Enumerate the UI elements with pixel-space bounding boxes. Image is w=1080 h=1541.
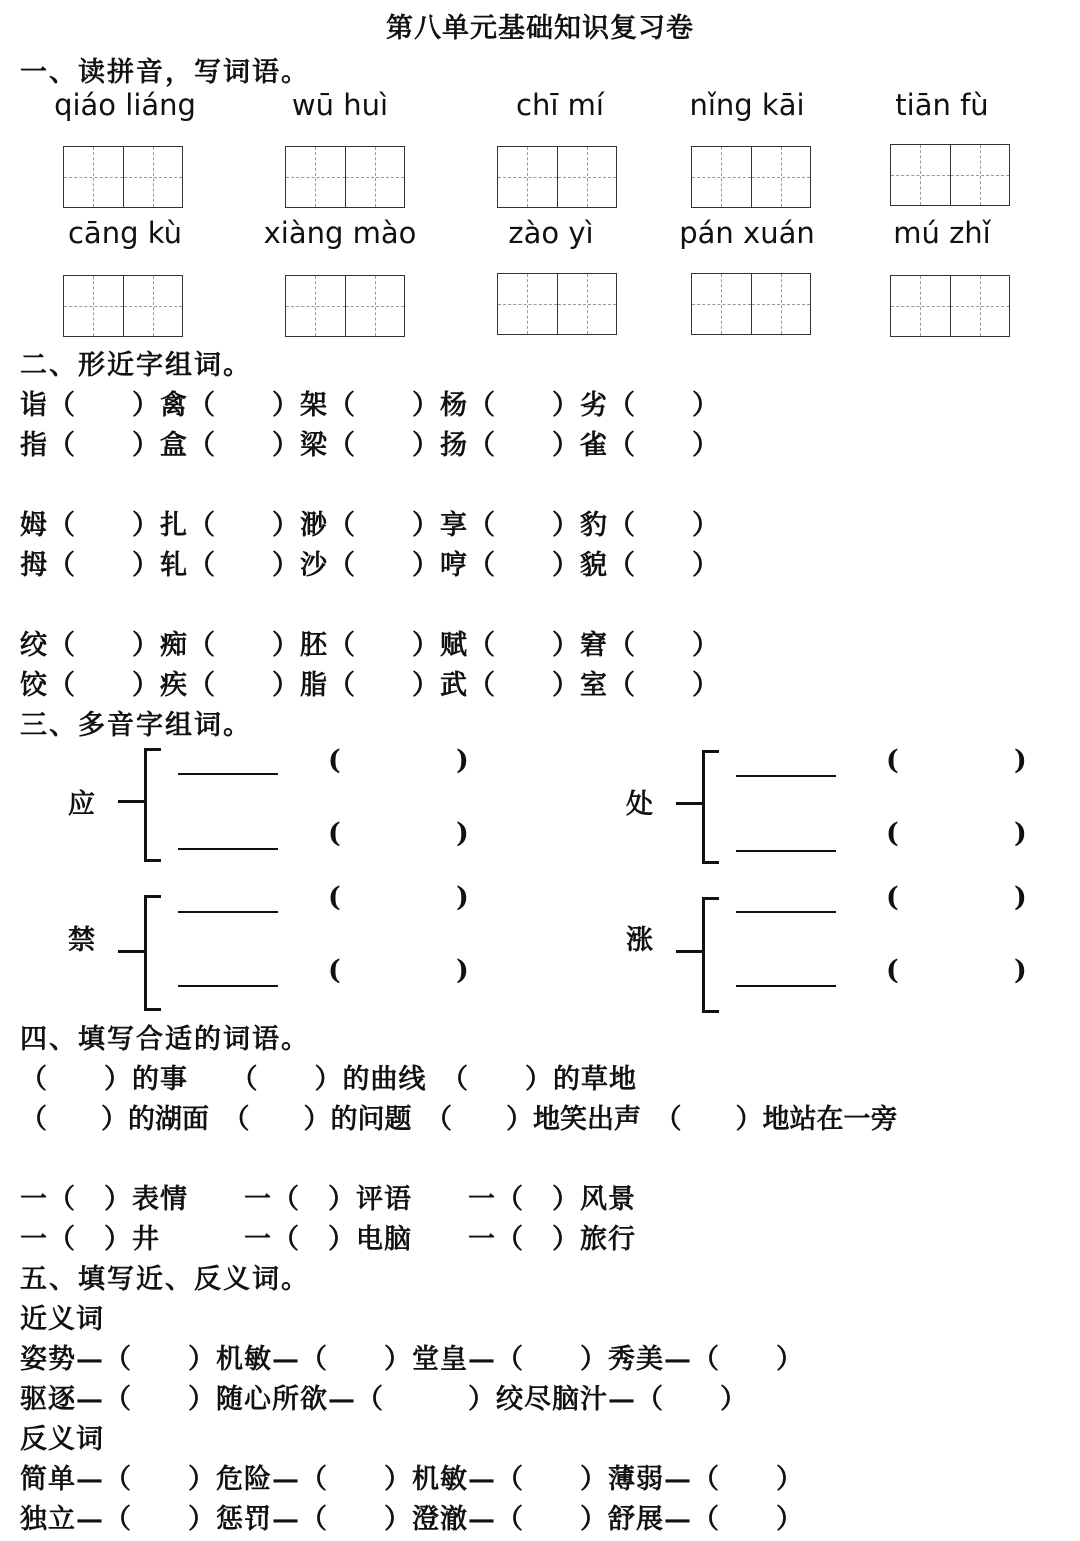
exercise-line[interactable]: （ ）的事 （ ）的曲线 （ ）的草地 xyxy=(20,1064,637,1095)
exercise-line[interactable]: 简单—（ ）危险—（ ）机敏—（ ）薄弱—（ ） xyxy=(20,1464,804,1495)
section-5-heading: 五、填写近、反义词。 xyxy=(20,1264,310,1295)
brace xyxy=(702,897,719,1013)
paren-close: ) xyxy=(456,745,469,776)
pinyin-blank[interactable] xyxy=(736,850,836,852)
page-title: 第八单元基础知识复习卷 xyxy=(386,13,694,44)
pinyin-blank[interactable] xyxy=(736,775,836,777)
writing-grid[interactable] xyxy=(691,273,811,335)
exercise-line[interactable]: 一（ ）井 一（ ）电脑 一（ ）旅行 xyxy=(20,1224,636,1255)
synonym-label: 近义词 xyxy=(20,1304,104,1335)
polyphone-char: 处 xyxy=(626,789,653,820)
section-3-heading: 三、多音字组词。 xyxy=(20,710,252,741)
pinyin-prompt: tiān fù xyxy=(895,88,989,122)
pinyin-prompt: zào yì xyxy=(508,216,594,250)
pinyin-prompt: mú zhǐ xyxy=(893,216,991,250)
paren-close: ) xyxy=(1014,745,1027,776)
writing-grid[interactable] xyxy=(285,146,405,208)
exercise-line[interactable]: 绞（ ）痴（ ）胚（ ）赋（ ）窘（ ） xyxy=(20,630,720,661)
section-4-heading: 四、填写合适的词语。 xyxy=(20,1024,310,1055)
paren-open: ( xyxy=(328,818,341,849)
pinyin-prompt: chī mí xyxy=(516,88,604,122)
pinyin-blank[interactable] xyxy=(736,985,836,987)
brace xyxy=(144,748,161,862)
paren-open: ( xyxy=(328,955,341,986)
brace xyxy=(144,895,161,1011)
writing-grid[interactable] xyxy=(890,144,1010,206)
pinyin-blank[interactable] xyxy=(736,911,836,913)
pinyin-prompt: nǐng kāi xyxy=(689,88,805,122)
paren-open: ( xyxy=(886,882,899,913)
pinyin-prompt: xiàng mào xyxy=(263,216,417,250)
pinyin-blank[interactable] xyxy=(178,985,278,987)
polyphone-char: 禁 xyxy=(68,925,95,956)
paren-close: ) xyxy=(456,955,469,986)
pinyin-prompt: qiáo liáng xyxy=(54,88,196,122)
writing-grid[interactable] xyxy=(691,146,811,208)
exercise-line[interactable]: 姆（ ）扎（ ）渺（ ）享（ ）豹（ ） xyxy=(20,510,720,541)
pinyin-blank[interactable] xyxy=(178,773,278,775)
paren-close: ) xyxy=(456,882,469,913)
pinyin-blank[interactable] xyxy=(178,911,278,913)
brace-stub xyxy=(676,950,704,953)
writing-grid[interactable] xyxy=(285,275,405,337)
exercise-line[interactable]: 姿势—（ ）机敏—（ ）堂皇—（ ）秀美—（ ） xyxy=(20,1344,804,1375)
exercise-line[interactable]: 拇（ ）轧（ ）沙（ ）哼（ ）貌（ ） xyxy=(20,550,720,581)
pinyin-prompt: pán xuán xyxy=(679,216,815,250)
paren-close: ) xyxy=(1014,818,1027,849)
paren-open: ( xyxy=(886,745,899,776)
writing-grid[interactable] xyxy=(497,273,617,335)
paren-open: ( xyxy=(886,955,899,986)
paren-close: ) xyxy=(1014,955,1027,986)
brace-stub xyxy=(118,950,146,953)
paren-close: ) xyxy=(1014,882,1027,913)
brace-stub xyxy=(676,802,704,805)
writing-grid[interactable] xyxy=(63,275,183,337)
polyphone-char: 涨 xyxy=(626,925,653,956)
polyphone-char: 应 xyxy=(68,789,95,820)
exercise-line[interactable]: 独立—（ ）惩罚—（ ）澄澈—（ ）舒展—（ ） xyxy=(20,1504,804,1535)
antonym-label: 反义词 xyxy=(20,1424,104,1455)
exercise-line[interactable]: 诣（ ）禽（ ）架（ ）杨（ ）劣（ ） xyxy=(20,390,720,421)
pinyin-blank[interactable] xyxy=(178,848,278,850)
writing-grid[interactable] xyxy=(497,146,617,208)
exercise-line[interactable]: （ ）的湖面 （ ）的问题 （ ）地笑出声 （ ）地站在一旁 xyxy=(20,1104,898,1135)
paren-open: ( xyxy=(886,818,899,849)
brace xyxy=(702,750,719,864)
section-1-heading: 一、读拼音，写词语。 xyxy=(20,57,310,88)
exercise-line[interactable]: 一（ ）表情 一（ ）评语 一（ ）风景 xyxy=(20,1184,636,1215)
exercise-line[interactable]: 饺（ ）疾（ ）脂（ ）武（ ）室（ ） xyxy=(20,670,720,701)
section-2-heading: 二、形近字组词。 xyxy=(20,350,252,381)
paren-open: ( xyxy=(328,882,341,913)
exercise-line[interactable]: 指（ ）盒（ ）梁（ ）扬（ ）雀（ ） xyxy=(20,430,720,461)
writing-grid[interactable] xyxy=(890,275,1010,337)
pinyin-prompt: wū huì xyxy=(291,88,389,122)
exercise-line[interactable]: 驱逐—（ ）随心所欲—（ ）绞尽脑汁—（ ） xyxy=(20,1384,748,1415)
pinyin-prompt: cāng kù xyxy=(67,216,182,250)
writing-grid[interactable] xyxy=(63,146,183,208)
paren-close: ) xyxy=(456,818,469,849)
brace-stub xyxy=(118,800,146,803)
paren-open: ( xyxy=(328,745,341,776)
